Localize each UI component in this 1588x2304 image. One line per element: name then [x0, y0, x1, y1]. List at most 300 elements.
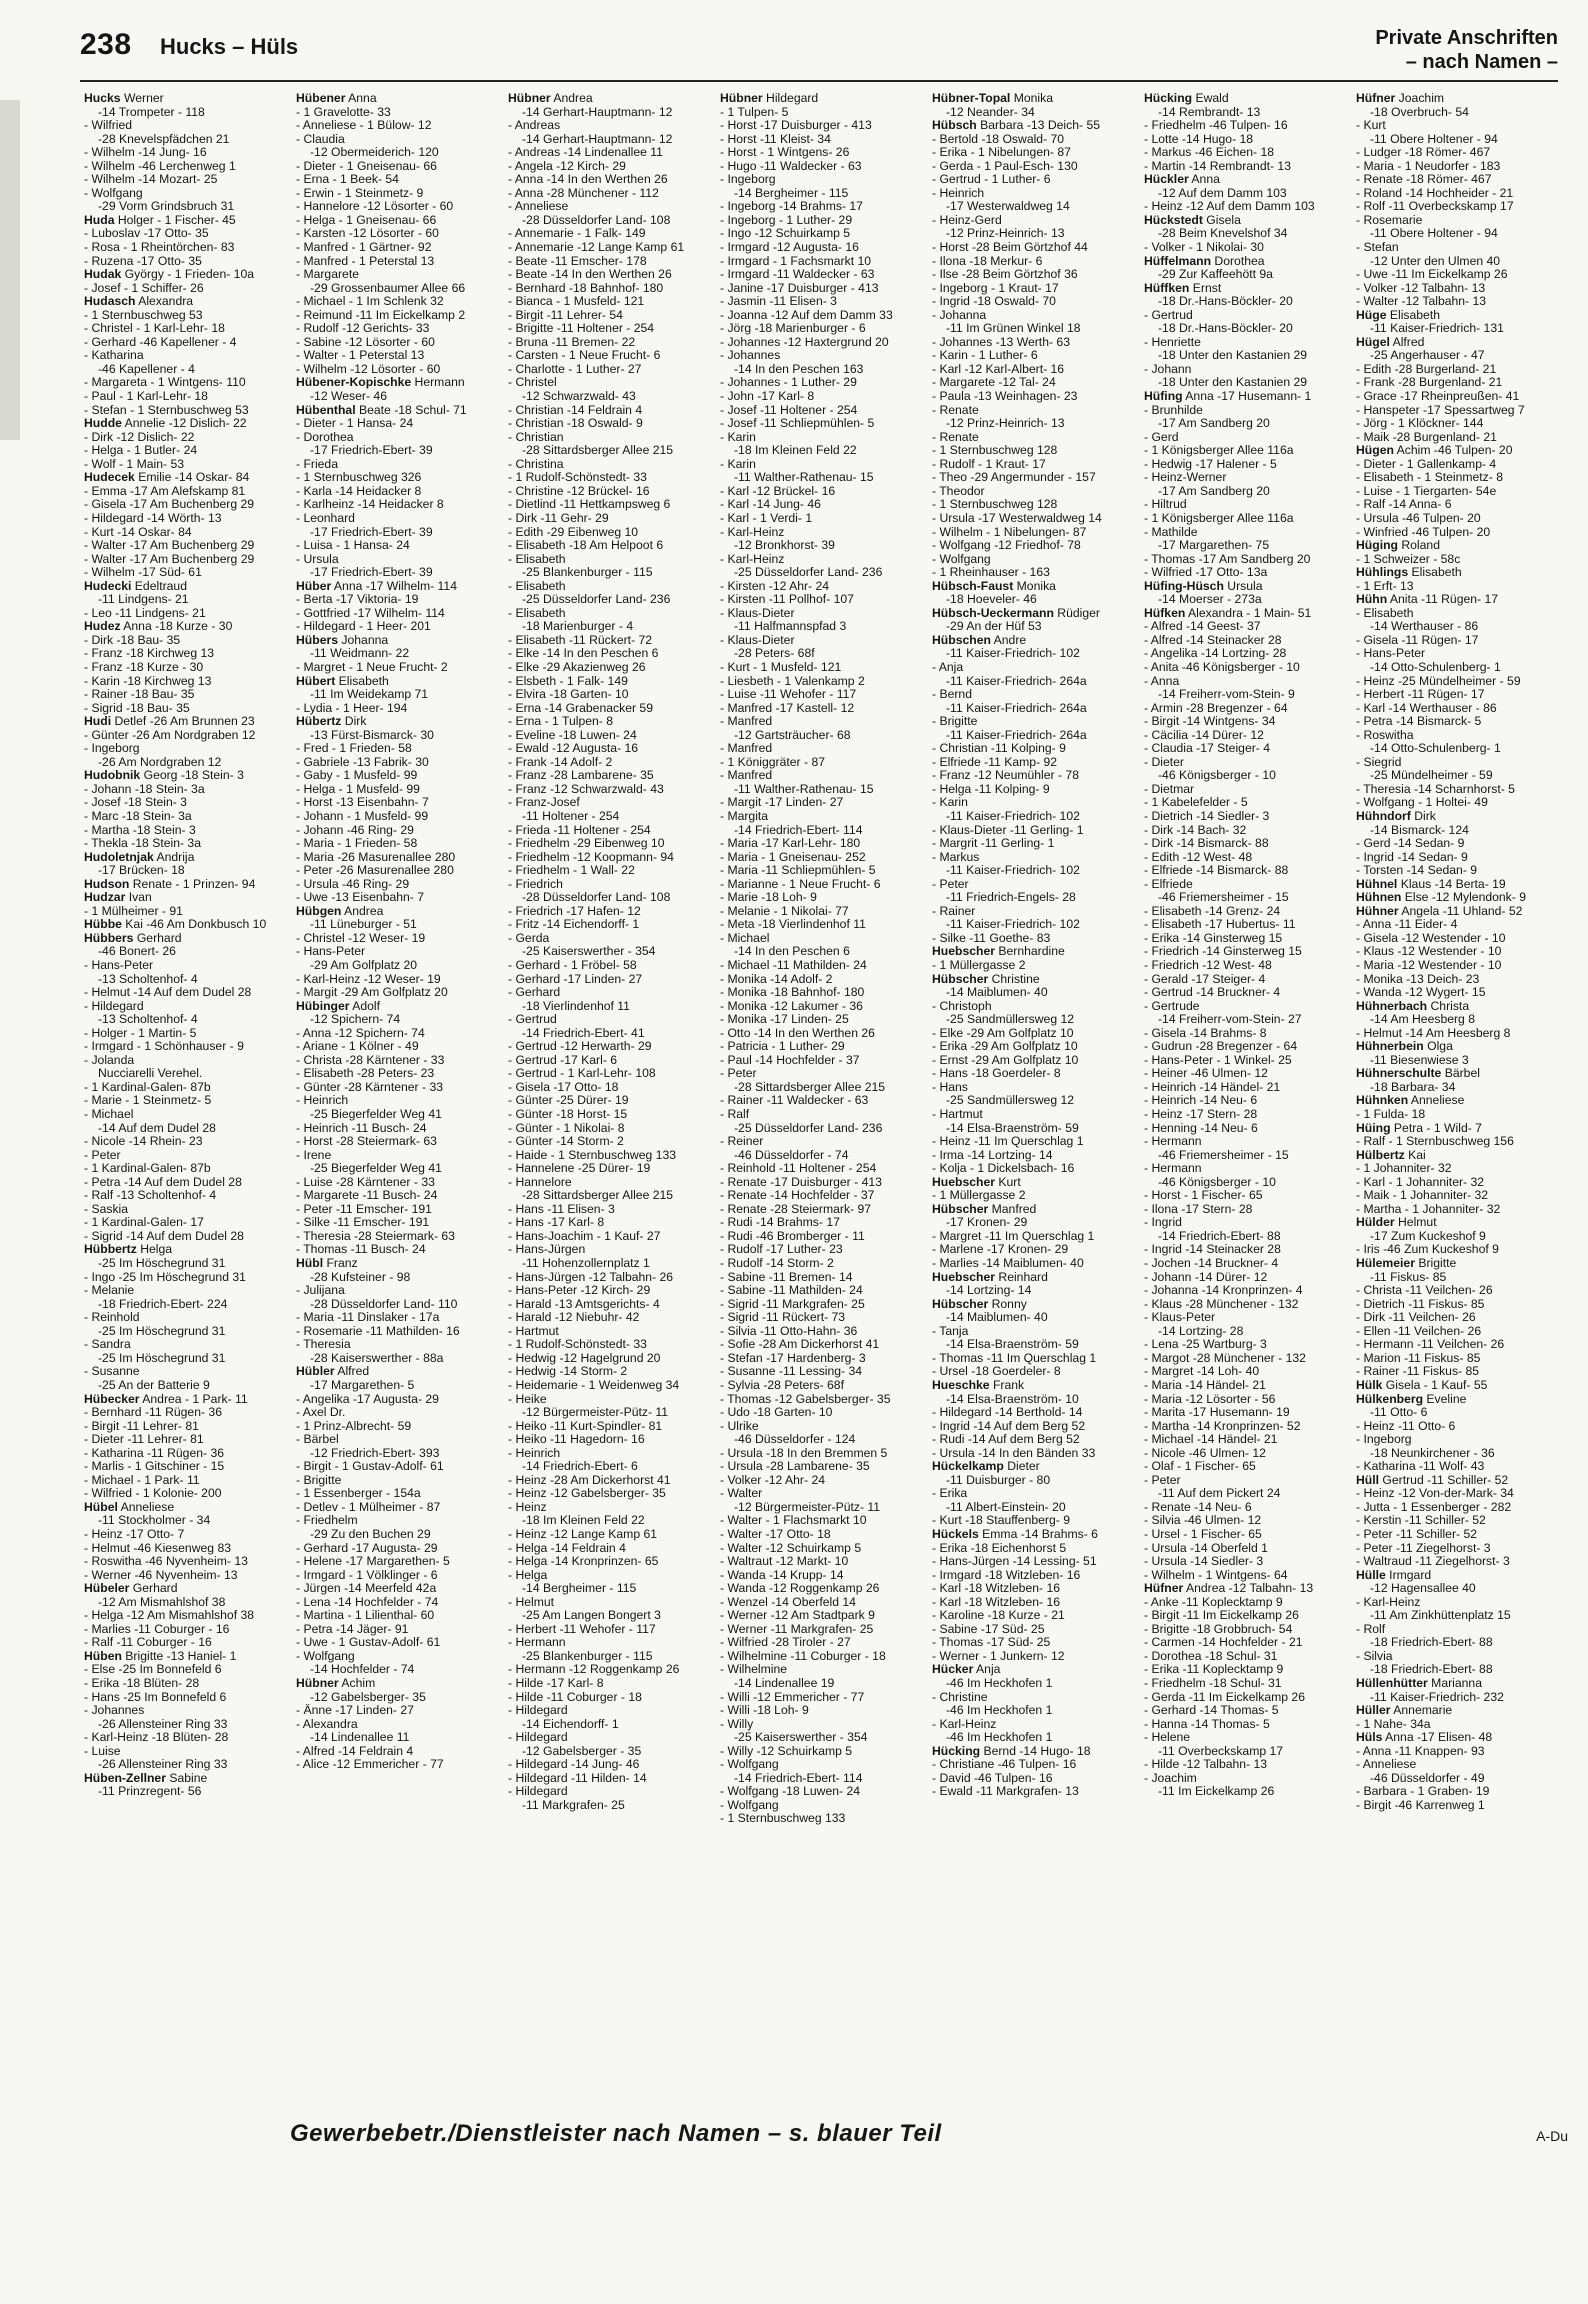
directory-line: - Helga -12 Am Mismahlshof 38	[84, 1609, 255, 1623]
surname-entry: Hudzar Ivan	[84, 891, 152, 905]
directory-line: -17 Am Sandberg 20	[1158, 484, 1270, 498]
directory-line: - Sigrid -18 Bau- 35	[84, 701, 190, 715]
directory-line: - Petra -14 Jäger- 91	[296, 1622, 409, 1636]
surname-entry: Hübner-Topal Monika	[932, 92, 1053, 105]
directory-line: - Petra -14 Auf dem Dudel 28	[84, 1175, 242, 1189]
directory-line: - Hans-Peter - 1 Winkel- 25	[1144, 1053, 1292, 1067]
directory-line: - Hans -11 Elisen- 3	[508, 1202, 615, 1216]
directory-line: -14 Friedrich-Ebert- 114	[734, 1771, 863, 1785]
directory-line: - Maria -14 Händel- 21	[1144, 1378, 1266, 1392]
directory-line: - Renate -14 Neu- 6	[1144, 1500, 1252, 1514]
surname-entry: Hüffelmann Dorothea	[1144, 254, 1265, 268]
directory-line: - Else -25 Im Bonnefeld 6	[84, 1663, 222, 1677]
directory-line: - Heinz -25 Mündelheimer - 59	[1356, 674, 1521, 688]
directory-line: - Ralf -11 Coburger - 16	[84, 1636, 212, 1650]
directory-line: -14 Lindenallee 11	[310, 1731, 410, 1745]
directory-line: - Ingrid -18 Oswald- 70	[932, 295, 1056, 309]
directory-line: -12 Bürgermeister-Pütz- 11	[734, 1500, 881, 1514]
directory-line: -28 Knevelspfädchen 21	[98, 132, 230, 146]
surname-entry: Hühnerschulte Bärbel	[1356, 1067, 1480, 1081]
surname-entry: Hübner Hildegard	[720, 92, 819, 105]
directory-line: - Marc -18 Stein- 3a	[84, 809, 192, 823]
directory-line: - Thomas -12 Gabelsberger- 35	[720, 1392, 891, 1406]
directory-line: - Willy -12 Schuirkamp 5	[720, 1744, 853, 1758]
directory-line: - Heinz-Gerd	[932, 213, 1002, 227]
directory-line: - Helga -11 Kolping- 9	[932, 782, 1050, 796]
directory-line: - Ursula -46 Ring- 29	[296, 877, 410, 891]
directory-line: -11 Prinzregent- 56	[98, 1785, 202, 1799]
directory-line: - Hannelore	[508, 1175, 572, 1189]
directory-line: - Alice -12 Emmericher - 77	[296, 1758, 444, 1772]
directory-line: - Hanspeter -17 Spessartweg 7	[1356, 403, 1525, 417]
directory-line: - Brigitte -11 Holtener - 254	[508, 322, 655, 336]
directory-line: - Melanie - 1 Nikolai- 77	[720, 904, 849, 918]
surname-entry: Hübscher Ronny	[932, 1297, 1027, 1311]
directory-line: -11 Weidmann- 22	[310, 647, 410, 661]
section-title-line1: Private Anschriften	[1375, 27, 1558, 49]
directory-line: - Ursula -14 In den Bänden 33	[932, 1446, 1096, 1460]
directory-line: - Kurt - 1 Musfeld- 121	[720, 660, 842, 674]
directory-line: - Dietmar	[1144, 782, 1195, 796]
directory-line: - 1 Kardinal-Galen- 87b	[84, 1162, 211, 1176]
directory-line: - Ingrid -14 Auf dem Berg 52	[932, 1419, 1086, 1433]
surname-entry: Hudecki Edeltraud	[84, 579, 187, 593]
surname-entry: Hudecek Emilie -14 Oskar- 84	[84, 471, 250, 485]
surname-entry: Hübgen Andrea	[296, 904, 384, 918]
directory-line: - Gisela -17 Otto- 18	[508, 1080, 619, 1094]
directory-line: - Wilhelm -12 Lösorter - 60	[296, 362, 441, 376]
directory-line: - Friedhelm	[296, 1514, 358, 1528]
directory-line: - Anna -28 Münchener - 112	[508, 186, 659, 200]
directory-line: -12 Am Mismahlshof 38	[98, 1595, 226, 1609]
directory-line: - Thomas -17 Am Sandberg 20	[1144, 552, 1311, 566]
surname-entry: Hügel Alfred	[1356, 335, 1425, 349]
directory-line: - Christian	[508, 430, 564, 444]
directory-line: - Renate	[932, 403, 979, 417]
directory-line: - Ilona -18 Merkur- 6	[932, 254, 1043, 268]
directory-line: - Martha - 1 Johanniter- 32	[1356, 1202, 1501, 1216]
directory-line: - Wolfgang -12 Friedhof- 78	[932, 539, 1081, 553]
directory-line: -18 Unter den Kastanien 29	[1158, 349, 1308, 363]
directory-line: - Martina - 1 Lilienthal- 60	[296, 1609, 435, 1623]
directory-line: - Erika - 1 Nibelungen- 87	[932, 146, 1071, 160]
directory-line: -25 An der Batterie 9	[98, 1378, 210, 1392]
directory-line: - Petra -14 Bismarck- 5	[1356, 715, 1482, 729]
directory-line: -12 Obermeiderich- 120	[310, 146, 439, 160]
directory-line: - Irmgard -18 Witzleben- 16	[932, 1568, 1081, 1582]
surname-entry: Hühndorf Dirk	[1356, 809, 1436, 823]
directory-line: - Jörg - 1 Klöckner- 144	[1356, 417, 1484, 431]
directory-line: - Karlheinz -14 Heidacker 8	[296, 498, 444, 512]
directory-line: -11 Kaiser-Friedrich- 131	[1370, 322, 1504, 336]
directory-line: - Silvia -46 Ulmen- 12	[1144, 1514, 1262, 1528]
directory-line: - Karl -18 Witzleben- 16	[932, 1595, 1061, 1609]
directory-line: -14 Friedrich-Ebert- 6	[522, 1460, 638, 1474]
directory-line: -46 Königsberger - 10	[1158, 769, 1276, 783]
directory-line: - Wanda -14 Krupp- 14	[720, 1568, 844, 1582]
directory-line: - Michael -14 Händel- 21	[1144, 1433, 1278, 1447]
directory-line: - Wolfgang	[932, 552, 991, 566]
directory-line: - 1 Kardinal-Galen- 17	[84, 1216, 204, 1230]
directory-line: -11 Im Grünen Winkel 18	[946, 322, 1081, 336]
directory-line: - Elisabeth	[508, 552, 566, 566]
directory-line: - Marie -18 Loh- 9	[720, 891, 817, 905]
directory-line: - Birgit -46 Karrenweg 1	[1356, 1798, 1485, 1812]
directory-line: -12 Gabelsberger- 35	[310, 1690, 426, 1704]
directory-line: -25 Kaiserswerther - 354	[734, 1731, 868, 1745]
directory-line: - Willi -18 Loh- 9	[720, 1704, 809, 1718]
directory-line: - 1 Fulda- 18	[1356, 1108, 1426, 1122]
directory-line: -11 Duisburger - 80	[946, 1473, 1051, 1487]
directory-line: - Wilhelm - 1 Wintgens- 64	[1144, 1568, 1288, 1582]
directory-line: - Axel Dr.	[296, 1406, 346, 1420]
directory-line: - Elke -29 Am Golfplatz 10	[932, 1026, 1074, 1040]
directory-line: - Irmgard - 1 Völklinger - 6	[296, 1568, 438, 1582]
directory-line: - Gertrud -12 Herwarth- 29	[508, 1040, 652, 1054]
directory-line: - Dirk -14 Bismarck- 88	[1144, 837, 1269, 851]
directory-line: -14 In den Peschen 163	[734, 362, 864, 376]
directory-line: - Heinrich	[296, 1094, 349, 1108]
directory-line: - Ilse -28 Beim Görtzhof 36	[932, 268, 1078, 282]
directory-line: - Gerda - 1 Paul-Esch- 130	[932, 159, 1078, 173]
directory-line: - Wolfgang	[296, 1649, 355, 1663]
directory-line: - Helmut -46 Kiesenweg 83	[84, 1541, 231, 1555]
directory-line: - Heinz -11 Otto- 6	[1356, 1419, 1456, 1433]
directory-line: - 1 Königgräter - 87	[720, 755, 826, 769]
directory-line: -14 Friedrich-Ebert- 88	[1158, 1229, 1281, 1243]
directory-line: - Kirsten -11 Pollhof- 107	[720, 593, 854, 607]
directory-line: - Silvia	[1356, 1649, 1393, 1663]
directory-line: - Margita	[720, 809, 769, 823]
directory-line: -29 Zur Kaffeehött 9a	[1158, 268, 1273, 282]
directory-line: - Martin -14 Rembrandt- 13	[1144, 159, 1291, 173]
directory-line: - Friedhelm -46 Tulpen- 16	[1144, 119, 1288, 133]
directory-line: - Hanna -14 Thomas- 5	[1144, 1717, 1270, 1731]
directory-line: -17 Am Sandberg 20	[1158, 417, 1270, 431]
directory-line: -12 Auf dem Damm 103	[1158, 186, 1287, 200]
directory-line: -14 Gerhart-Hauptmann- 12	[522, 105, 673, 119]
directory-line: - Rosemarie	[1356, 213, 1423, 227]
directory-line: - Frieda -11 Holtener - 254	[508, 823, 651, 837]
directory-line: - Wolfgang	[720, 1798, 779, 1812]
directory-line: -46 Düsseldorfer - 124	[734, 1433, 856, 1447]
directory-line: - Hedwig -12 Hagelgrund 20	[508, 1351, 661, 1365]
directory-line: -14 Rembrandt- 13	[1158, 105, 1261, 119]
surname-entry: Hübbers Gerhard	[84, 931, 182, 945]
directory-line: -14 Maiblumen- 40	[946, 1311, 1048, 1325]
directory-line: - Beate -14 In den Werthen 26	[508, 268, 672, 282]
directory-line: - Heiner -46 Ulmen- 12	[1144, 1067, 1268, 1081]
directory-line: -25 Kaiserswerther - 354	[522, 945, 656, 959]
directory-line: - Roswitha -46 Nyvenheim- 13	[84, 1555, 248, 1569]
surname-entry: Hudson Renate - 1 Prinzen- 94	[84, 877, 256, 891]
directory-line: - Marlies -14 Maiblumen- 40	[932, 1257, 1084, 1271]
directory-line: -28 Düsseldorfer Land- 108	[522, 213, 671, 227]
directory-line: - Josef -11 Schliepmühlen- 5	[720, 417, 875, 431]
directory-line: - Marita -17 Husemann- 19	[1144, 1406, 1290, 1420]
directory-line: -14 Auf dem Dudel 28	[98, 1121, 216, 1135]
surname-entry: Hübertz Dirk	[296, 715, 367, 729]
directory-line: - Monika -12 Lakumer - 36	[720, 999, 863, 1013]
directory-line: - Volker -12 Ahr- 24	[720, 1473, 825, 1487]
directory-line: - Luise -11 Wehofer - 117	[720, 688, 857, 702]
directory-line: - Margarete	[296, 268, 359, 282]
directory-line: -11 Albert-Einstein- 20	[946, 1500, 1066, 1514]
directory-line: - Otto -14 In den Werthen 26	[720, 1026, 875, 1040]
directory-line: -11 Otto- 6	[1370, 1406, 1428, 1420]
directory-line: -17 Friedrich-Ebert- 39	[310, 525, 433, 539]
directory-line: -14 Otto-Schulenberg- 1	[1370, 742, 1501, 756]
directory-line: - Josef -11 Holtener - 254	[720, 403, 858, 417]
directory-line: - Helga - 1 Butler- 24	[84, 444, 198, 458]
directory-line: -18 Overbruch- 54	[1370, 105, 1469, 119]
directory-line: -14 Friedrich-Ebert- 114	[734, 823, 863, 837]
directory-line: - Ruzena -17 Otto- 35	[84, 254, 202, 268]
directory-line: - Peter	[1144, 1473, 1181, 1487]
directory-line: -11 Fiskus- 85	[1370, 1270, 1447, 1284]
directory-line: - Hans-Jürgen -14 Lessing- 51	[932, 1555, 1097, 1569]
surname-entry: Hülkenberg Eveline	[1356, 1392, 1467, 1406]
directory-line: - Tanja	[932, 1324, 969, 1338]
directory-line: - Johann -14 Dürer- 12	[1144, 1270, 1268, 1284]
directory-line: -11 Kaiser-Friedrich- 102	[946, 918, 1080, 932]
directory-line: - Frank -14 Adolf- 2	[508, 755, 613, 769]
directory-line: - Karl-Heinz -12 Weser- 19	[296, 972, 441, 986]
directory-line: - Josef -18 Stein- 3	[84, 796, 187, 810]
directory-line: - Dirk -11 Veilchen- 26	[1356, 1311, 1476, 1325]
directory-line: - Maria -26 Masurenallee 280	[296, 850, 456, 864]
directory-line: - 1 Rudolf-Schönstedt- 33	[508, 1338, 647, 1352]
directory-line: - Karl-Heinz	[720, 525, 785, 539]
directory-line: - Helga -14 Feldrain 4	[508, 1541, 626, 1555]
directory-line: - Stefan -17 Hardenberg- 3	[720, 1351, 866, 1365]
directory-line: - Ursula -18 In den Bremmen 5	[720, 1446, 888, 1460]
directory-line: -12 Unter den Ulmen 40	[1370, 254, 1501, 268]
directory-line: -46 Kapellener - 4	[98, 362, 195, 376]
directory-line: - Maria -12 Westender - 10	[1356, 959, 1502, 972]
directory-line: - Ralf - 1 Sternbuschweg 156	[1356, 1135, 1514, 1149]
directory-line: - Maik -28 Burgenland- 21	[1356, 430, 1497, 444]
directory-line: - Walter - 1 Peterstal 13	[296, 349, 425, 363]
directory-line: -12 Weser- 46	[310, 390, 387, 404]
directory-line: - Horst -28 Beim Görtzhof 44	[932, 241, 1088, 255]
directory-column-6	[1144, 92, 1350, 2112]
directory-line: - Wilhelm -17 Süd- 61	[84, 566, 202, 580]
directory-line: - Bernhard -11 Rügen- 36	[84, 1406, 222, 1420]
directory-line: - Jolanda	[84, 1053, 135, 1067]
directory-line: -12 Gabelsberger - 35	[522, 1744, 642, 1758]
directory-line: -11 Walther-Rathenau- 15	[734, 471, 874, 485]
directory-line: -25 Angerhauser - 47	[1370, 349, 1485, 363]
directory-line: - Thomas -11 Im Querschlag 1	[932, 1351, 1097, 1365]
directory-line: - Heinz -12 Von-der-Mark- 34	[1356, 1487, 1514, 1501]
directory-line: -14 Lindenallee 19	[734, 1676, 835, 1690]
directory-line: - Lydia - 1 Heer- 194	[296, 701, 408, 715]
directory-line: - Hildegard -14 Jung- 46	[508, 1758, 640, 1772]
directory-line: - Armin -28 Bregenzer - 64	[1144, 701, 1288, 715]
directory-line: - Horst - 1 Wintgens- 26	[720, 146, 850, 160]
directory-line: - Edith -28 Burgerland- 21	[1356, 362, 1497, 376]
directory-line: - Klaus-Dieter	[720, 606, 795, 620]
directory-line: - 1 Sternbuschweg 133	[720, 1812, 846, 1826]
directory-line: - Elisabeth	[1356, 606, 1414, 620]
directory-line: - Wilhelmine	[720, 1663, 788, 1677]
directory-line: -13 Scholtenhof- 4	[98, 1013, 198, 1027]
directory-line: -14 Trompeter - 118	[98, 105, 205, 119]
directory-line: -18 Vierlindenhof 11	[522, 999, 630, 1013]
directory-line: - Ewald -12 Augusta- 16	[508, 742, 639, 756]
directory-line: - Gerhard -14 Thomas- 5	[1144, 1704, 1279, 1718]
directory-line: -12 Hagensallee 40	[1370, 1582, 1476, 1596]
directory-line: -11 Kaiser-Friedrich- 102	[946, 864, 1080, 878]
surname-entry: Hudobnik Georg -18 Stein- 3	[84, 769, 244, 783]
surname-entry: Hühn Anita -11 Rügen- 17	[1356, 593, 1499, 607]
directory-line: - Katharina -11 Rügen- 36	[84, 1446, 225, 1460]
directory-line: - Sabine -11 Bremen- 14	[720, 1270, 853, 1284]
surname-entry: Hülle Irmgard	[1356, 1568, 1432, 1582]
directory-line: - Dieter	[1144, 755, 1184, 769]
directory-line: -28 Kaiserswerther - 88a	[310, 1351, 444, 1365]
directory-line: -25 Düsseldorfer Land- 236	[522, 593, 671, 607]
directory-line: -25 Blankenburger - 115	[522, 566, 653, 580]
directory-line: - Karsten -12 Lösorter - 60	[296, 227, 439, 241]
directory-line: - Erna -14 Grabenacker 59	[508, 701, 653, 715]
directory-line: - Saskia	[84, 1202, 129, 1216]
directory-line: - Horst -17 Duisburger - 413	[720, 119, 872, 133]
directory-line: - Edith -29 Eibenweg 10	[508, 525, 639, 539]
directory-line: - Heinz -12 Lange Kamp 61	[508, 1527, 658, 1541]
directory-line: - Liesbeth - 1 Valenkamp 2	[720, 674, 865, 688]
directory-line: - Sigrid -11 Rückert- 73	[720, 1311, 846, 1325]
directory-line: -14 Moerser - 273a	[1158, 593, 1262, 607]
directory-line: - 1 Müllergasse 2	[932, 959, 1026, 972]
directory-line: - Wilhelm -14 Jung- 16	[84, 146, 207, 160]
directory-line: - Gertrude	[1144, 999, 1200, 1013]
directory-line: -14 Werthauser - 86	[1370, 620, 1479, 634]
directory-line: - Gaby - 1 Musfeld- 99	[296, 769, 418, 783]
directory-line: - Karl -18 Witzleben- 16	[932, 1582, 1061, 1596]
directory-line: - Hiltrud	[1144, 498, 1187, 512]
directory-line: - 1 Nahe- 34a	[1356, 1717, 1431, 1731]
directory-line: - Angelika -17 Augusta- 29	[296, 1392, 439, 1406]
directory-line: - Siegrid	[1356, 755, 1402, 769]
directory-line: -28 Sittardsberger Allee 215	[734, 1080, 886, 1094]
directory-line: - Paul - 1 Karl-Lehr- 18	[84, 390, 208, 404]
directory-line: -25 Düsseldorfer Land- 236	[734, 566, 883, 580]
directory-line: - Ursula -14 Siedler- 3	[1144, 1555, 1264, 1569]
surname-entry: Hüging Roland	[1356, 539, 1440, 553]
directory-line: - Volker -12 Talbahn- 13	[1356, 281, 1486, 295]
directory-line: - Bernhard -18 Bahnhof- 180	[508, 281, 664, 295]
directory-line: - Hans-Peter	[84, 959, 154, 972]
directory-line: - 1 Gravelotte- 33	[296, 105, 391, 119]
directory-line: - Margret -14 Loh- 40	[1144, 1365, 1260, 1379]
directory-line: - Günter -14 Storm- 2	[508, 1135, 624, 1149]
directory-line: - Rudi -14 Auf dem Berg 52	[932, 1433, 1080, 1447]
directory-line: -18 Neunkirchener - 36	[1370, 1446, 1495, 1460]
directory-line: - Friedrich -14 Ginsterweg 15	[1144, 945, 1302, 959]
directory-line: -28 Sittardsberger Allee 215	[522, 444, 674, 458]
directory-line: - Werner -12 Am Stadtpark 9	[720, 1609, 875, 1623]
directory-line: - Peter -11 Schiller- 52	[1356, 1527, 1478, 1541]
directory-line: -29 Am Golfplatz 20	[310, 959, 418, 972]
directory-line: - Hilde -11 Coburger - 18	[508, 1690, 642, 1704]
directory-line: -12 Gartsträucher- 68	[734, 728, 851, 742]
directory-line: - Hartmut	[508, 1324, 559, 1338]
directory-line: - Grace -17 Rheinpreußen- 41	[1356, 390, 1520, 404]
directory-line: - Ralf	[720, 1108, 750, 1122]
directory-line: - Ursula	[296, 552, 339, 566]
directory-line: - Erika -14 Ginsterweg 15	[1144, 931, 1283, 945]
directory-line: - Hans-Peter -12 Kirch- 29	[508, 1284, 651, 1298]
directory-line: - Christine -12 Brückel- 16	[508, 484, 650, 498]
surname-entry: Hühnken Anneliese	[1356, 1094, 1465, 1108]
directory-line: - Birgit -14 Wintgens- 34	[1144, 715, 1276, 729]
directory-line: - Hans-Jürgen -12 Talbahn- 26	[508, 1270, 674, 1284]
directory-line: - Carmen -14 Hochfelder - 21	[1144, 1636, 1303, 1650]
surname-entry: Hübscher Manfred	[932, 1202, 1037, 1216]
directory-line: - Hermann	[1144, 1135, 1202, 1149]
directory-line: -14 Am Heesberg 8	[1370, 1013, 1476, 1027]
directory-line: - Dirk -14 Bach- 32	[1144, 823, 1247, 837]
directory-line: - Christel	[508, 376, 557, 390]
directory-line: - Christa -11 Veilchen- 26	[1356, 1284, 1493, 1298]
directory-line: - Friedrich	[508, 877, 563, 891]
footer-note: Gewerbebetr./Dienstleister nach Namen – s. blauer Teil	[290, 2120, 942, 2147]
directory-line: - Elvira -18 Garten- 10	[508, 688, 629, 702]
directory-line: -17 Margarethen- 5	[310, 1378, 415, 1392]
surname-entry: Hübener Anna	[296, 92, 377, 105]
directory-line: - Ilona -17 Stern- 28	[1144, 1202, 1253, 1216]
directory-line: - Heike	[508, 1392, 547, 1406]
directory-line: - Bruna -11 Bremen- 22	[508, 335, 636, 349]
directory-line: - Edith -12 West- 48	[1144, 850, 1253, 864]
directory-line: - Jörg -18 Marienburger - 6	[720, 322, 866, 336]
directory-line: -46 Düsseldorfer - 49	[1370, 1771, 1485, 1785]
directory-line: - Heinrich -14 Neu- 6	[1144, 1094, 1258, 1108]
directory-line: - Heinrich -11 Busch- 24	[296, 1121, 427, 1135]
surname-entry: Hücking Ewald	[1144, 92, 1229, 105]
directory-line: - Friedhelm -18 Schul- 31	[1144, 1676, 1282, 1690]
directory-line: - Irmgard - 1 Fachsmarkt 10	[720, 254, 872, 268]
page-header	[80, 26, 1558, 82]
directory-line: - Reinhold -11 Holtener - 254	[720, 1162, 877, 1176]
directory-line: - Meta -18 Vierlindenhof 11	[720, 918, 866, 932]
directory-line: - Irmgard -11 Waldecker - 63	[720, 268, 875, 282]
directory-line: - 1 Königsberger Allee 116a	[1144, 511, 1294, 525]
directory-line: - Rainer	[932, 904, 976, 918]
directory-line: - Helene -17 Margarethen- 5	[296, 1555, 450, 1569]
directory-line: -25 Blankenburger - 115	[522, 1649, 653, 1663]
surname-entry: Hücking Bernd -14 Hugo- 18	[932, 1744, 1091, 1758]
directory-line: - Theo -29 Angermunder - 157	[932, 471, 1096, 485]
directory-line: - Thomas -17 Süd- 25	[932, 1636, 1051, 1650]
directory-line: - Brigitte -18 Grobbruch- 54	[1144, 1622, 1293, 1636]
directory-line: - Anna -12 Spichern- 74	[296, 1026, 425, 1040]
directory-line: - Johanna	[932, 308, 987, 322]
directory-line: - Friedhelm -29 Eibenweg 10	[508, 837, 665, 851]
directory-line: - Ingrid	[1144, 1216, 1182, 1230]
directory-line: - Detlev - 1 Mülheimer - 87	[296, 1500, 441, 1514]
directory-line: - Horst -13 Eisenbahn- 7	[296, 796, 429, 810]
surname-entry: Hübers Johanna	[296, 633, 389, 647]
directory-line: - Wanda -12 Roggenkamp 26	[720, 1582, 880, 1596]
directory-line: - Carsten - 1 Neue Frucht- 6	[508, 349, 661, 363]
directory-line: - Theresia -14 Scharnhorst- 5	[1356, 782, 1515, 796]
directory-line: - Gerda	[508, 931, 550, 945]
directory-line: - Fritz -14 Eichendorff- 1	[508, 918, 640, 932]
directory-line: - Anneliese - 1 Bülow- 12	[296, 119, 432, 133]
